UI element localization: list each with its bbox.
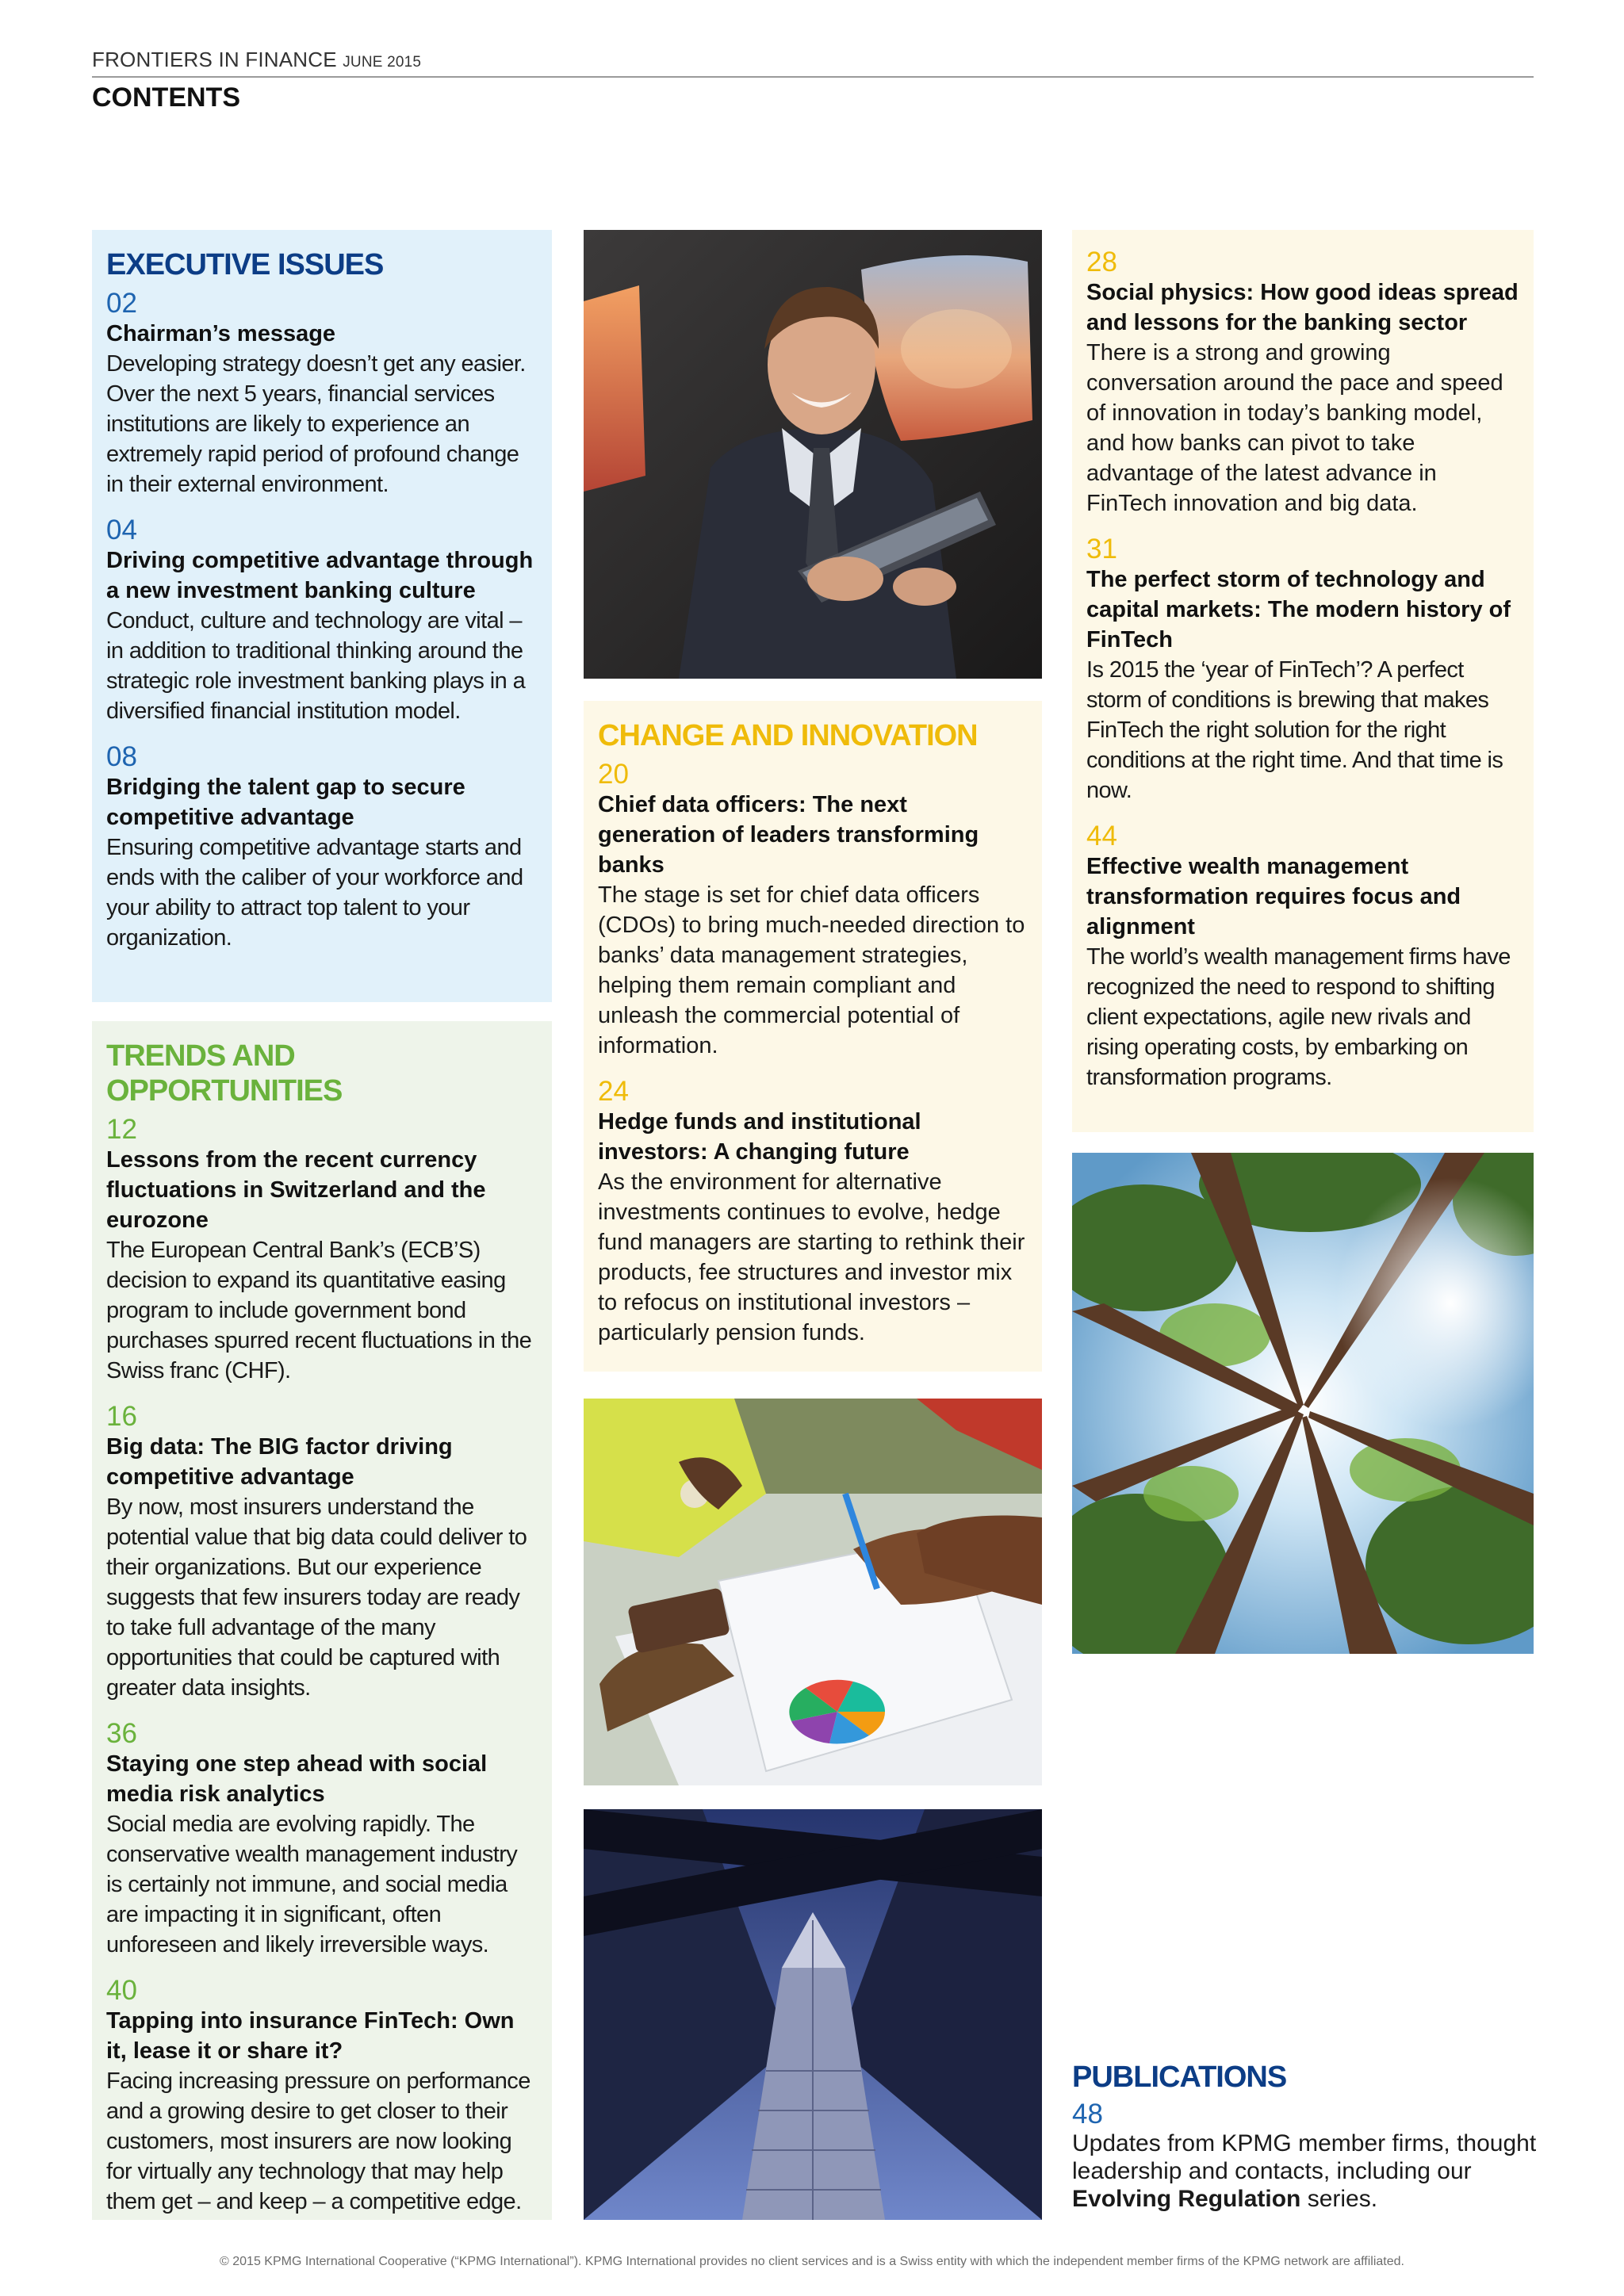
article-page-number: 12 (106, 1114, 137, 1145)
article-description: The world’s wealth management firms have recognized the need to respond to shifting client expectations, agile new rivals and rising operating costs, by embarking on transformation programs. (1086, 944, 1511, 1090)
article-description: Is 2015 the ‘year of FinTech’? A perfect storm of conditions is brewing that makes FinTech the right solution for the right conditions at the right time. And that time is now. (1086, 657, 1503, 803)
article-page-number: 44 (1086, 821, 1117, 851)
publication-date: JUNE 2015 (343, 54, 422, 71)
article-entry[interactable] (1072, 2099, 1540, 2213)
article-title: Hedge funds and institutional investors: A changing future (598, 1109, 921, 1165)
article-entry[interactable] (1086, 534, 1519, 806)
article-description: Developing strategy doesn’t get any easier. Over the next 5 years, financial services institutions are likely to experience an extremely rapid period of profound change in their external environment. (106, 351, 526, 497)
article-title: Effective wealth management transformation requires focus and alignment (1086, 854, 1461, 939)
section-title-publications: PUBLICATIONS (1072, 2061, 1287, 2094)
section-title-trends: TRENDS AND OPPORTUNITIES (106, 1039, 343, 1108)
article-entry[interactable] (106, 742, 538, 953)
article-page-number: 04 (106, 515, 137, 545)
article-page-number: 36 (106, 1718, 137, 1749)
article-description: The stage is set for chief data officers (CDOs) to bring much-needed direction to banks’ data management strategies, helping them remain compliant and unleash the commercial potential of information. (598, 882, 1025, 1058)
article-page-number: 24 (598, 1076, 629, 1107)
executive-issues-panel (92, 230, 552, 1002)
article-entry[interactable] (106, 515, 538, 726)
article-description: Ensuring competitive advantage starts and ends with the caliber of your workforce and your ability to attract top talent to your organization. (106, 835, 523, 951)
trends-opportunities-panel (92, 1021, 552, 2220)
header-divider (92, 76, 1534, 78)
article-entry[interactable] (598, 760, 1028, 1061)
article-description: The European Central Bank’s (ECB’S) decision to expand its quantitative easing program to include government bond purchases spurred recent fluctuations in the Swiss franc (CHF). (106, 1238, 532, 1383)
article-description (1072, 2130, 1540, 2213)
article-title: Staying one step ahead with social media risk analytics (106, 1751, 488, 1807)
article-page-number: 20 (598, 759, 629, 790)
featured-articles-panel (1072, 230, 1534, 1132)
section-title-executive: EXECUTIVE ISSUES (106, 248, 384, 281)
article-title: Bridging the talent gap to secure competitive advantage (106, 775, 465, 830)
change-innovation-panel (584, 701, 1042, 1372)
forest-canopy-photo (1072, 1153, 1534, 1654)
article-description: By now, most insurers understand the potential value that big data could deliver to their organizations. But our experience suggests that few insurers today are ready to take full advantage of the many opportunities that could be captured with greater data insights. (106, 1494, 527, 1701)
article-entry[interactable] (106, 1115, 538, 1386)
article-page-number: 16 (106, 1401, 137, 1432)
publications-series-name: Evolving Regulation (1072, 2186, 1301, 2212)
article-description: As the environment for alternative investments continues to evolve, hedge fund managers are starting to rethink their products, fee structures and investor mix to refocus on institutional investors – particularly pension funds. (598, 1169, 1025, 1345)
article-page-number: 08 (106, 741, 137, 772)
article-page-number: 28 (1086, 247, 1117, 277)
article-description: There is a strong and growing conversation around the pace and speed of innovation in today’s banking model, and how banks can pivot to take advantage of the latest advance in FinTech innovation and big data. (1086, 340, 1503, 516)
publications-desc-prefix: Updates from KPMG member firms, thought leadership and contacts, including our (1072, 2130, 1537, 2184)
article-entry[interactable] (1086, 247, 1519, 519)
article-title: Chief data officers: The next generation of leaders transforming banks (598, 792, 979, 878)
publications-section (1072, 2060, 1540, 2213)
businessman-tablet-photo (584, 230, 1042, 679)
article-description: Conduct, culture and technology are vital – in addition to traditional thinking around the strategic role investment banking plays in a diversified financial institution model. (106, 608, 526, 724)
article-entry[interactable] (598, 1077, 1028, 1348)
article-title: Big data: The BIG factor driving competitive advantage (106, 1434, 453, 1490)
meeting-pie-chart-photo (584, 1399, 1042, 1785)
article-entry[interactable] (106, 1976, 538, 2217)
section-title-change: CHANGE AND INNOVATION (598, 719, 978, 752)
publication-header (92, 48, 421, 72)
article-title: Lessons from the recent currency fluctuations in Switzerland and the eurozone (106, 1147, 486, 1233)
article-page-number: 40 (106, 1975, 137, 2006)
article-title: Tapping into insurance FinTech: Own it, lease it or share it? (106, 2008, 515, 2064)
article-title: Driving competitive advantage through a new investment banking culture (106, 548, 534, 603)
copyright-footer: © 2015 KPMG International Cooperative (“KPMG International”). KPMG International provides no client services and is a Swiss entity with which the independent member firms of the KPMG network are affiliated. (220, 2255, 1404, 2268)
article-page-number: 48 (1072, 2099, 1103, 2130)
article-entry[interactable] (106, 289, 538, 499)
article-description: Facing increasing pressure on performance and a growing desire to get closer to their customers, most insurers are now looking for virtually any technology that may help them get – and keep – a competitive edge. (106, 2068, 530, 2214)
article-title: The perfect storm of technology and capital markets: The modern history of FinTech (1086, 567, 1511, 652)
article-page-number: 31 (1086, 534, 1117, 564)
article-title: Social physics: How good ideas spread and lessons for the banking sector (1086, 280, 1519, 335)
page-title: CONTENTS (92, 82, 240, 113)
skyscrapers-photo (584, 1809, 1042, 2220)
article-entry[interactable] (106, 1719, 538, 1960)
article-entry[interactable] (1086, 821, 1519, 1093)
article-entry[interactable] (106, 1402, 538, 1703)
article-title: Chairman’s message (106, 321, 336, 346)
article-page-number: 02 (106, 288, 137, 319)
publications-desc-suffix: series. (1300, 2186, 1378, 2212)
publication-name: FRONTIERS IN FINANCE (92, 48, 337, 71)
article-description: Social media are evolving rapidly. The conservative wealth management industry is certainly not immune, and social media are impacting it in significant, often unforeseen and likely irreversible ways. (106, 1812, 518, 1957)
